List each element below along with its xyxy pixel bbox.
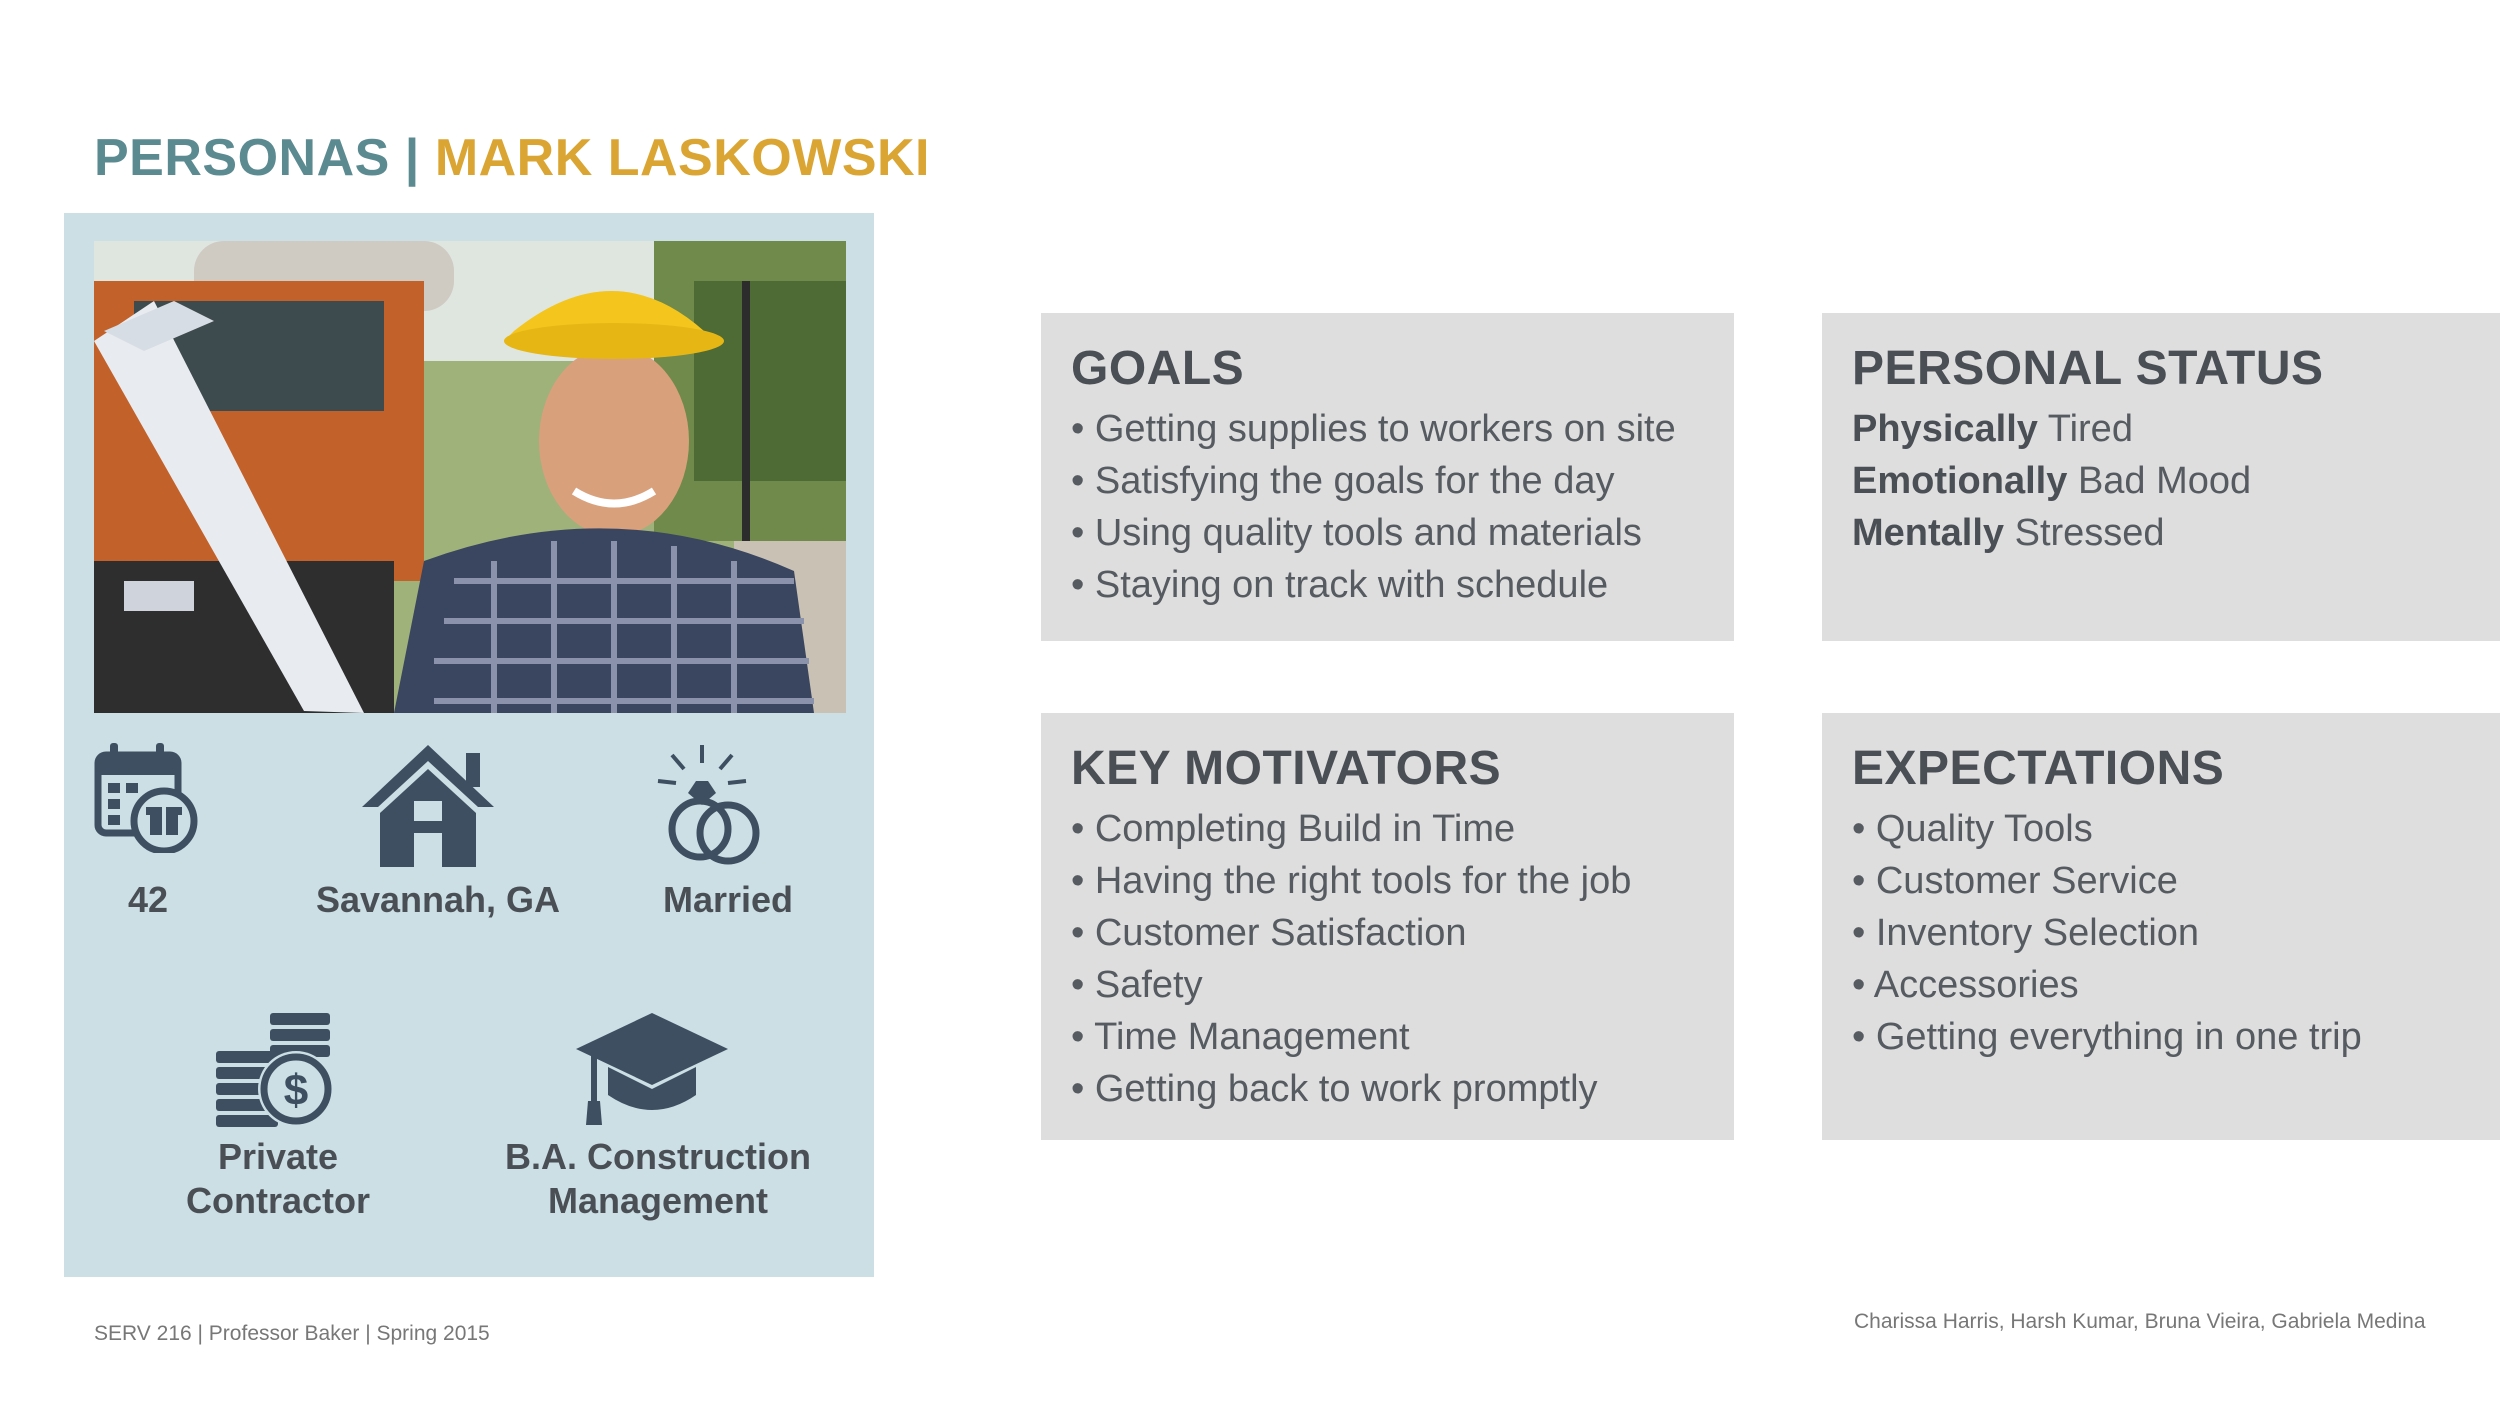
persona-marital-status: Married xyxy=(662,879,794,920)
occupation-line-1: Private xyxy=(217,1136,339,1177)
page-title xyxy=(94,128,930,188)
list-item: • Safety xyxy=(1071,964,1203,1006)
persona-occupation xyxy=(178,1135,378,1223)
footer-authors: Charissa Harris, Harsh Kumar, Bruna Vieira, Gabriela Medina xyxy=(1854,1310,2426,1333)
list-item: • Time Management xyxy=(1071,1016,1410,1058)
svg-text:$: $ xyxy=(283,1066,309,1115)
coins-dollar-icon xyxy=(214,1011,338,1131)
occupation-line-2: Contractor xyxy=(185,1180,370,1221)
list-item: • Completing Build in Time xyxy=(1071,808,1516,850)
list-item: • Accessories xyxy=(1852,964,2079,1006)
wedding-rings-icon xyxy=(648,741,768,869)
graduation-cap-icon xyxy=(574,1009,730,1129)
persona-age: 42 xyxy=(127,879,169,920)
expectations-panel xyxy=(1822,713,2500,1140)
key-motivators-heading: KEY MOTIVATORS xyxy=(1071,742,1502,795)
list-item xyxy=(1852,403,2470,455)
key-motivators-panel xyxy=(1041,713,1734,1140)
status-key: Emotionally xyxy=(1852,460,2068,502)
list-item: • Customer Service xyxy=(1852,860,2178,902)
title-persona-name: MARK LASKOWSKI xyxy=(434,129,930,187)
footer-course-info: SERV 216 | Professor Baker | Spring 2015 xyxy=(94,1322,490,1345)
list-item: • Inventory Selection xyxy=(1852,912,2200,954)
goals-list xyxy=(1071,403,1704,611)
expectations-list xyxy=(1852,803,2470,1063)
personal-status-list xyxy=(1852,403,2470,559)
list-item: • Quality Tools xyxy=(1852,808,2093,850)
list-item: • Satisfying the goals for the day xyxy=(1071,460,1615,502)
persona-education xyxy=(488,1135,828,1223)
status-value: Bad Mood xyxy=(2077,460,2252,502)
list-item: • Customer Satisfaction xyxy=(1071,912,1467,954)
personal-status-heading: PERSONAL STATUS xyxy=(1852,342,2324,395)
status-key: Mentally xyxy=(1852,512,2005,554)
goals-panel xyxy=(1041,313,1734,641)
key-motivators-list xyxy=(1071,803,1704,1115)
education-line-2: Management xyxy=(547,1180,769,1221)
list-item: • Using quality tools and materials xyxy=(1071,512,1642,554)
status-key: Physically xyxy=(1852,408,2038,450)
list-item xyxy=(1852,455,2470,507)
goals-heading: GOALS xyxy=(1071,342,1245,395)
education-line-1: B.A. Construction xyxy=(505,1136,811,1177)
list-item: • Getting back to work promptly xyxy=(1071,1068,1598,1110)
title-separator: | xyxy=(404,129,420,187)
title-section: PERSONAS xyxy=(94,129,390,187)
status-value: Stressed xyxy=(2014,512,2165,554)
calendar-gift-icon xyxy=(94,741,198,853)
persona-location: Savannah, GA xyxy=(315,879,561,920)
personal-status-panel xyxy=(1822,313,2500,641)
construction-worker-photo xyxy=(94,241,846,713)
expectations-heading: EXPECTATIONS xyxy=(1852,742,2225,795)
status-value: Tired xyxy=(2047,408,2133,450)
list-item: • Getting supplies to workers on site xyxy=(1071,408,1676,450)
list-item: • Staying on track with schedule xyxy=(1071,564,1609,606)
list-item xyxy=(1852,507,2470,559)
list-item: • Having the right tools for the job xyxy=(1071,860,1632,902)
persona-card xyxy=(64,213,874,1277)
list-item: • Getting everything in one trip xyxy=(1852,1016,2362,1058)
house-icon xyxy=(358,741,498,869)
